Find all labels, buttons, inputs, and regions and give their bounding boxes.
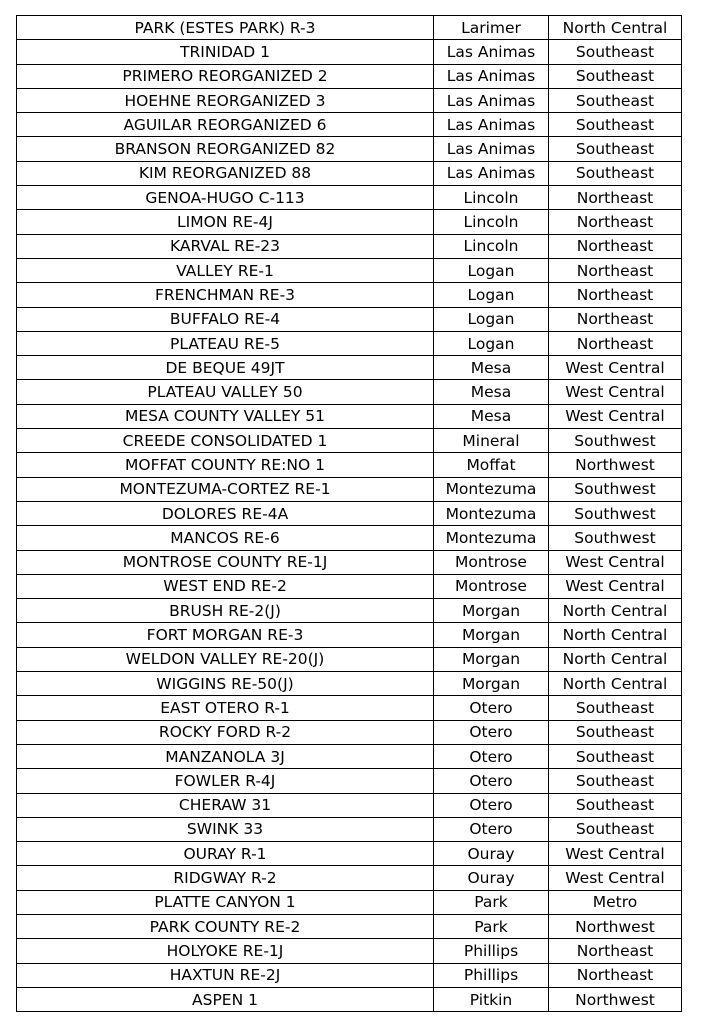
district-table <box>16 15 682 1012</box>
region-cell: Southeast <box>549 64 682 88</box>
region-cell: West Central <box>549 574 682 598</box>
county-cell: Montezuma <box>434 526 549 550</box>
region-cell: Southeast <box>549 161 682 185</box>
table-row <box>17 696 682 720</box>
table-row <box>17 380 682 404</box>
district-name-cell: MANZANOLA 3J <box>17 744 434 768</box>
county-cell: Pitkin <box>434 987 549 1011</box>
table-row <box>17 186 682 210</box>
table-row <box>17 210 682 234</box>
district-name-cell: ASPEN 1 <box>17 987 434 1011</box>
district-name-cell: SWINK 33 <box>17 817 434 841</box>
district-name-cell: BUFFALO RE-4 <box>17 307 434 331</box>
region-cell: Northeast <box>549 939 682 963</box>
table-row <box>17 914 682 938</box>
table-row <box>17 793 682 817</box>
region-cell: Southwest <box>549 501 682 525</box>
district-name-cell: BRANSON REORGANIZED 82 <box>17 137 434 161</box>
table-row <box>17 40 682 64</box>
county-cell: Otero <box>434 817 549 841</box>
district-name-cell: DOLORES RE-4A <box>17 501 434 525</box>
table-row <box>17 672 682 696</box>
county-cell: Phillips <box>434 939 549 963</box>
county-cell: Lincoln <box>434 186 549 210</box>
district-name-cell: BRUSH RE-2(J) <box>17 599 434 623</box>
table-row <box>17 258 682 282</box>
region-cell: West Central <box>549 356 682 380</box>
region-cell: Metro <box>549 890 682 914</box>
region-cell: Northeast <box>549 963 682 987</box>
region-cell: West Central <box>549 866 682 890</box>
region-cell: Southeast <box>549 793 682 817</box>
county-cell: Otero <box>434 696 549 720</box>
district-name-cell: PARK (ESTES PARK) R-3 <box>17 16 434 40</box>
region-cell: North Central <box>549 672 682 696</box>
region-cell: North Central <box>549 599 682 623</box>
county-cell: Las Animas <box>434 40 549 64</box>
region-cell: Southeast <box>549 769 682 793</box>
county-cell: Ouray <box>434 842 549 866</box>
region-cell: West Central <box>549 842 682 866</box>
district-name-cell: FRENCHMAN RE-3 <box>17 283 434 307</box>
table-row <box>17 283 682 307</box>
table-row <box>17 501 682 525</box>
table-row <box>17 939 682 963</box>
county-cell: Phillips <box>434 963 549 987</box>
district-name-cell: RIDGWAY R-2 <box>17 866 434 890</box>
district-name-cell: WIGGINS RE-50(J) <box>17 672 434 696</box>
county-cell: Morgan <box>434 599 549 623</box>
region-cell: Southeast <box>549 744 682 768</box>
county-cell: Mesa <box>434 404 549 428</box>
table-row <box>17 137 682 161</box>
district-name-cell: AGUILAR REORGANIZED 6 <box>17 113 434 137</box>
county-cell: Las Animas <box>434 64 549 88</box>
county-cell: Las Animas <box>434 113 549 137</box>
table-row <box>17 113 682 137</box>
table-row <box>17 769 682 793</box>
district-name-cell: MONTEZUMA-CORTEZ RE-1 <box>17 477 434 501</box>
district-name-cell: FORT MORGAN RE-3 <box>17 623 434 647</box>
county-cell: Larimer <box>434 16 549 40</box>
county-cell: Montrose <box>434 574 549 598</box>
district-name-cell: MESA COUNTY VALLEY 51 <box>17 404 434 428</box>
region-cell: North Central <box>549 16 682 40</box>
county-cell: Otero <box>434 720 549 744</box>
county-cell: Park <box>434 914 549 938</box>
county-cell: Lincoln <box>434 234 549 258</box>
region-cell: North Central <box>549 623 682 647</box>
table-row <box>17 356 682 380</box>
table-row <box>17 574 682 598</box>
region-cell: Southwest <box>549 429 682 453</box>
region-cell: Northwest <box>549 914 682 938</box>
district-name-cell: EAST OTERO R-1 <box>17 696 434 720</box>
county-cell: Otero <box>434 793 549 817</box>
county-cell: Las Animas <box>434 137 549 161</box>
table-row <box>17 963 682 987</box>
district-name-cell: PRIMERO REORGANIZED 2 <box>17 64 434 88</box>
county-cell: Las Animas <box>434 161 549 185</box>
county-cell: Logan <box>434 307 549 331</box>
county-cell: Mesa <box>434 356 549 380</box>
region-cell: Northwest <box>549 453 682 477</box>
table-row <box>17 161 682 185</box>
district-name-cell: TRINIDAD 1 <box>17 40 434 64</box>
region-cell: Southeast <box>549 113 682 137</box>
table-row <box>17 599 682 623</box>
region-cell: Southeast <box>549 88 682 112</box>
table-row <box>17 477 682 501</box>
county-cell: Lincoln <box>434 210 549 234</box>
district-name-cell: HOEHNE REORGANIZED 3 <box>17 88 434 112</box>
district-name-cell: PLATTE CANYON 1 <box>17 890 434 914</box>
county-cell: Montrose <box>434 550 549 574</box>
table-row <box>17 550 682 574</box>
district-name-cell: OURAY R-1 <box>17 842 434 866</box>
county-cell: Ouray <box>434 866 549 890</box>
county-cell: Mineral <box>434 429 549 453</box>
region-cell: Southeast <box>549 720 682 744</box>
district-name-cell: PLATEAU VALLEY 50 <box>17 380 434 404</box>
district-name-cell: LIMON RE-4J <box>17 210 434 234</box>
table-row <box>17 842 682 866</box>
county-cell: Park <box>434 890 549 914</box>
district-name-cell: HOLYOKE RE-1J <box>17 939 434 963</box>
region-cell: West Central <box>549 404 682 428</box>
region-cell: Southeast <box>549 40 682 64</box>
table-row <box>17 234 682 258</box>
table-row <box>17 64 682 88</box>
table-row <box>17 453 682 477</box>
table-row <box>17 647 682 671</box>
district-name-cell: ROCKY FORD R-2 <box>17 720 434 744</box>
table-row <box>17 890 682 914</box>
table-row <box>17 307 682 331</box>
table-row <box>17 744 682 768</box>
district-name-cell: KIM REORGANIZED 88 <box>17 161 434 185</box>
region-cell: Southeast <box>549 696 682 720</box>
region-cell: North Central <box>549 647 682 671</box>
district-name-cell: WEST END RE-2 <box>17 574 434 598</box>
county-cell: Mesa <box>434 380 549 404</box>
table-row <box>17 866 682 890</box>
district-name-cell: KARVAL RE-23 <box>17 234 434 258</box>
county-cell: Otero <box>434 769 549 793</box>
county-cell: Montezuma <box>434 477 549 501</box>
region-cell: Northeast <box>549 283 682 307</box>
district-name-cell: VALLEY RE-1 <box>17 258 434 282</box>
region-cell: Northeast <box>549 258 682 282</box>
county-cell: Montezuma <box>434 501 549 525</box>
district-name-cell: MANCOS RE-6 <box>17 526 434 550</box>
district-name-cell: MONTROSE COUNTY RE-1J <box>17 550 434 574</box>
table-row <box>17 526 682 550</box>
table-row <box>17 404 682 428</box>
table-row <box>17 429 682 453</box>
region-cell: Northeast <box>549 307 682 331</box>
district-name-cell: DE BEQUE 49JT <box>17 356 434 380</box>
county-cell: Moffat <box>434 453 549 477</box>
region-cell: Southeast <box>549 817 682 841</box>
region-cell: Southwest <box>549 526 682 550</box>
county-cell: Logan <box>434 283 549 307</box>
county-cell: Logan <box>434 258 549 282</box>
district-name-cell: FOWLER R-4J <box>17 769 434 793</box>
table-row <box>17 331 682 355</box>
table-row <box>17 623 682 647</box>
county-cell: Logan <box>434 331 549 355</box>
region-cell: Northeast <box>549 210 682 234</box>
region-cell: Southeast <box>549 137 682 161</box>
district-name-cell: MOFFAT COUNTY RE:NO 1 <box>17 453 434 477</box>
table-row <box>17 88 682 112</box>
district-name-cell: CHERAW 31 <box>17 793 434 817</box>
region-cell: West Central <box>549 380 682 404</box>
table-row <box>17 817 682 841</box>
table-row <box>17 987 682 1011</box>
region-cell: Southwest <box>549 477 682 501</box>
district-name-cell: PARK COUNTY RE-2 <box>17 914 434 938</box>
region-cell: West Central <box>549 550 682 574</box>
county-cell: Morgan <box>434 623 549 647</box>
district-table-body <box>17 16 682 1012</box>
table-row <box>17 720 682 744</box>
region-cell: Northeast <box>549 186 682 210</box>
district-name-cell: GENOA-HUGO C-113 <box>17 186 434 210</box>
district-name-cell: CREEDE CONSOLIDATED 1 <box>17 429 434 453</box>
region-cell: Northwest <box>549 987 682 1011</box>
table-row <box>17 16 682 40</box>
district-name-cell: WELDON VALLEY RE-20(J) <box>17 647 434 671</box>
county-cell: Las Animas <box>434 88 549 112</box>
county-cell: Morgan <box>434 672 549 696</box>
district-name-cell: HAXTUN RE-2J <box>17 963 434 987</box>
county-cell: Morgan <box>434 647 549 671</box>
district-name-cell: PLATEAU RE-5 <box>17 331 434 355</box>
county-cell: Otero <box>434 744 549 768</box>
region-cell: Northeast <box>549 331 682 355</box>
region-cell: Northeast <box>549 234 682 258</box>
